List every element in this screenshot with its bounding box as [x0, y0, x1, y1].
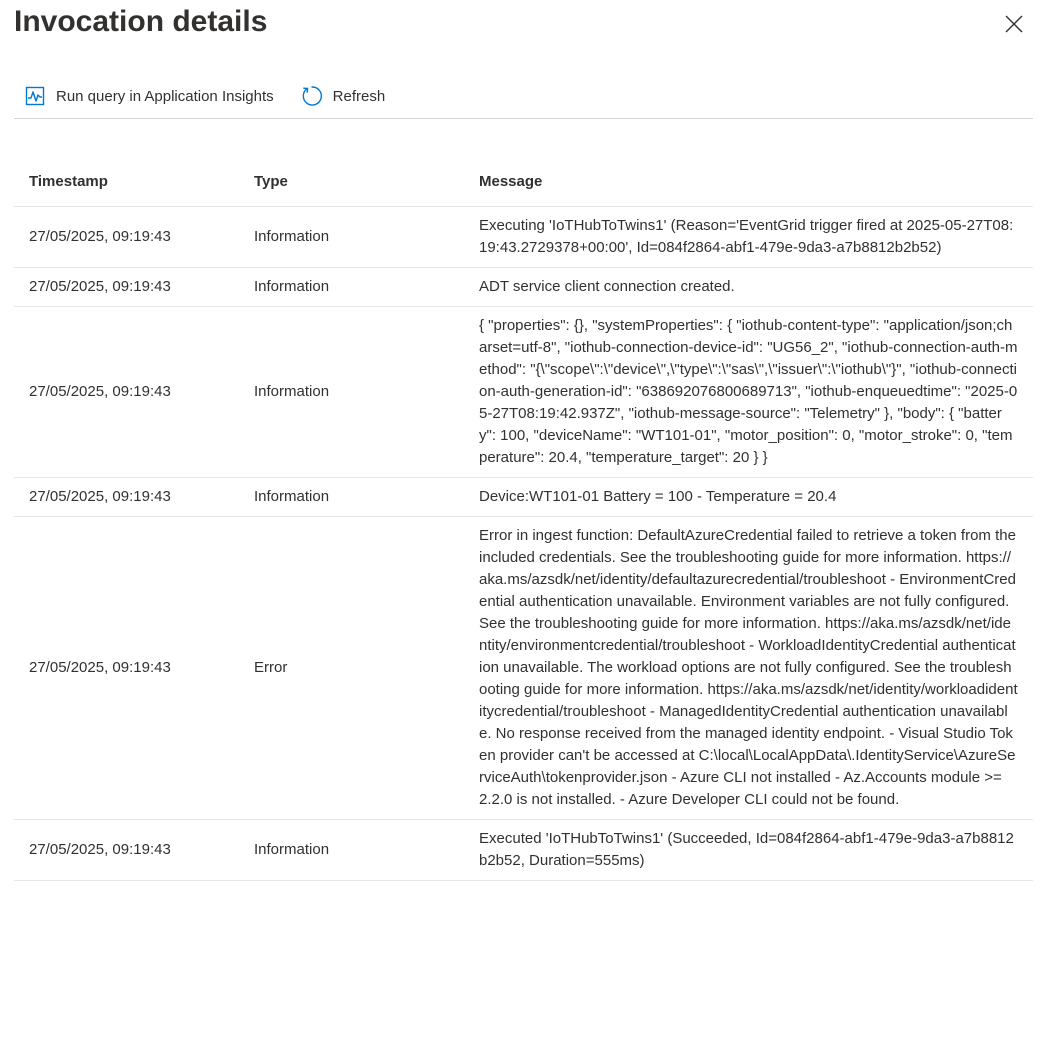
refresh-button[interactable]	[292, 80, 386, 112]
message-cell: Executed 'IoTHubToTwins1' (Succeeded, Id=084f2864-abf1-479e-9da3-a7b8812b2b52, Duration=555ms)	[464, 820, 1033, 881]
message-cell: ADT service client connection created.	[464, 268, 1033, 307]
type-cell: Information	[239, 307, 464, 478]
type-cell: Information	[239, 478, 464, 517]
chart-line-icon	[23, 84, 47, 108]
run-query-label: Run query in Application Insights	[56, 87, 274, 105]
table-row	[14, 207, 1033, 268]
close-button[interactable]	[1000, 10, 1028, 38]
panel-title: Invocation details	[14, 5, 268, 38]
type-cell: Error	[239, 517, 464, 820]
type-cell: Information	[239, 268, 464, 307]
refresh-label: Refresh	[332, 87, 386, 105]
table-row	[14, 820, 1033, 881]
timestamp-cell: 27/05/2025, 09:19:43	[14, 268, 239, 307]
close-icon	[1005, 15, 1023, 33]
invocation-log-table	[14, 156, 1033, 881]
timestamp-cell: 27/05/2025, 09:19:43	[14, 207, 239, 268]
column-header-timestamp: Timestamp	[14, 156, 239, 207]
timestamp-cell: 27/05/2025, 09:19:43	[14, 478, 239, 517]
table-row	[14, 268, 1033, 307]
message-cell: { "properties": {}, "systemProperties": { "iothub-content-type": "application/json;charset=utf-8", "iothub-connection-device-id": "UG56_2", "iothub-connection-auth-method": "{\"scope\":\"device\",\"type\":\"sas\",\"issuer\":\"iothub\"}", "iothub-connection-auth-generation-id": "638692076800689713", "iothub-enqueuedtime": "2025-05-27T08:19:42.937Z", "iothub-message-source": "Telemetry" }, "body": { "battery": 100, "deviceName": "WT101-01", "motor_position": 0, "motor_stroke": 0, "temperature": 20.4, "temperature_target": 20 } }	[464, 307, 1033, 478]
type-cell: Information	[239, 207, 464, 268]
run-query-button[interactable]	[14, 80, 274, 112]
timestamp-cell: 27/05/2025, 09:19:43	[14, 517, 239, 820]
message-cell: Device:WT101-01 Battery = 100 - Temperature = 20.4	[464, 478, 1033, 517]
toolbar	[14, 80, 1033, 119]
table-row	[14, 478, 1033, 517]
timestamp-cell: 27/05/2025, 09:19:43	[14, 307, 239, 478]
message-cell: Executing 'IoTHubToTwins1' (Reason='EventGrid trigger fired at 2025-05-27T08:19:43.2729378+00:00', Id=084f2864-abf1-479e-9da3-a7b8812b2b52)	[464, 207, 1033, 268]
column-header-message: Message	[464, 156, 1033, 207]
table-row	[14, 517, 1033, 820]
message-cell: Error in ingest function: DefaultAzureCredential failed to retrieve a token from the included credentials. See the troubleshooting guide for more information. https://aka.ms/azsdk/net/identity/defaultazurecredential/troubleshoot - EnvironmentCredential authentication unavailable. Environment variables are not fully configured. See the troubleshooting guide for more information. https://aka.ms/azsdk/net/identity/environmentcredential/troubleshoot - WorkloadIdentityCredential authentication unavailable. The workload options are not fully configured. See the troubleshooting guide for more information. https://aka.ms/azsdk/net/identity/workloadidentitycredential/troubleshoot - ManagedIdentityCredential authentication unavailable. No response received from the managed identity endpoint. - Visual Studio Token provider can't be accessed at C:\local\LocalAppData\.IdentityService\AzureServiceAuth\tokenprovider.json - Azure CLI not installed - Az.Accounts module >= 2.2.0 is not installed. - Azure Developer CLI could not be found.	[464, 517, 1033, 820]
table-header-row	[14, 156, 1033, 207]
column-header-type: Type	[239, 156, 464, 207]
type-cell: Information	[239, 820, 464, 881]
refresh-icon	[300, 84, 324, 108]
table-row	[14, 307, 1033, 478]
timestamp-cell: 27/05/2025, 09:19:43	[14, 820, 239, 881]
